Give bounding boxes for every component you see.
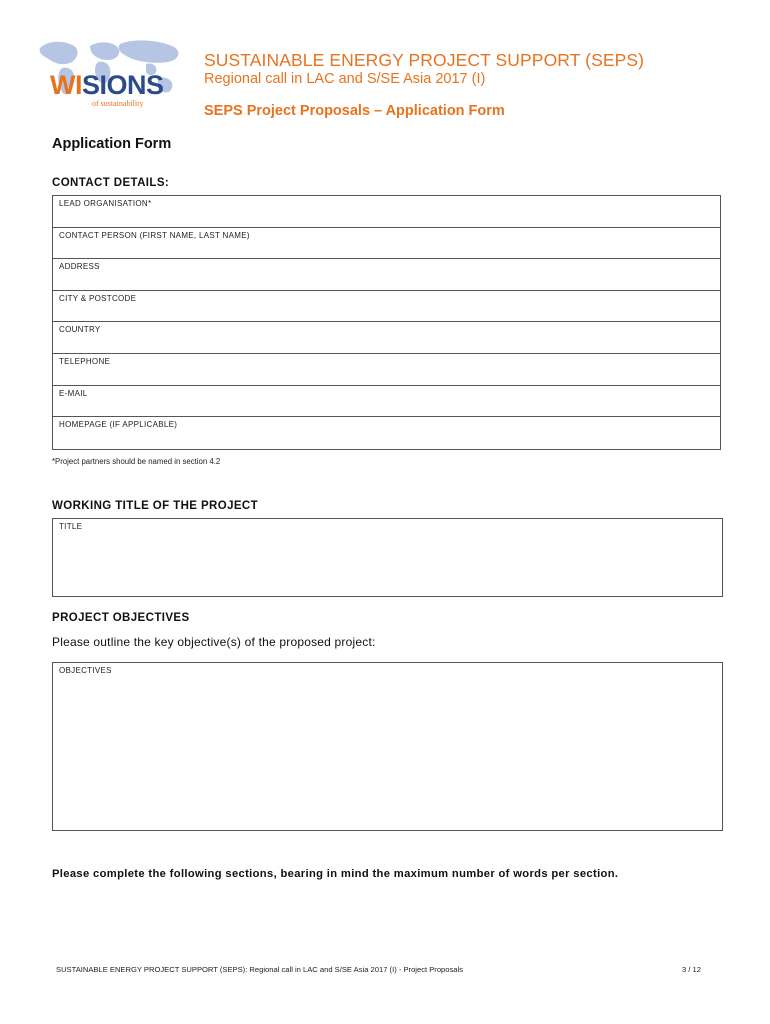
page-number: 3 / 12 [682,965,701,974]
field-label: LEAD ORGANISATION* [59,199,152,208]
wisions-logo [34,38,186,112]
contact-details-table [52,195,721,450]
field-label: TITLE [59,522,83,531]
world-map-icon [34,38,186,112]
field-label: ADDRESS [59,262,100,272]
logo-tagline: of sustainability [92,99,144,108]
header-subtitle: Regional call in LAC and S/SE Asia 2017 (I) [204,71,486,87]
lead-organisation-field[interactable] [53,196,720,228]
working-title-heading: WORKING TITLE OF THE PROJECT [52,500,259,512]
document-title: SEPS Project Proposals – Application Form [204,103,505,119]
header-title: SUSTAINABLE ENERGY PROJECT SUPPORT (SEPS) [204,50,645,70]
homepage-field[interactable] [53,417,720,449]
contact-person-field[interactable] [53,228,720,260]
country-field[interactable] [53,322,720,354]
objectives-instruction: Please outline the key objective(s) of the proposed project: [52,635,376,649]
field-label: CONTACT PERSON (FIRST NAME, LAST NAME) [59,230,250,240]
partners-note: *Project partners should be named in section 4.2 [52,457,221,466]
field-label: OBJECTIVES [59,666,112,675]
field-label: COUNTRY [59,325,101,335]
field-label: E-MAIL [59,388,88,398]
complete-sections-note: Please complete the following sections, bearing in mind the maximum number of words per section. [52,868,619,880]
address-field[interactable] [53,259,720,291]
contact-details-heading: CONTACT DETAILS: [52,177,170,189]
page-title: Application Form [52,136,172,152]
field-label: TELEPHONE [59,356,111,366]
city-postcode-field[interactable] [53,291,720,323]
project-objectives-heading: PROJECT OBJECTIVES [52,612,190,624]
project-title-field[interactable] [52,518,723,597]
field-label: HOMEPAGE (IF APPLICABLE) [59,420,178,430]
email-field[interactable] [53,386,720,418]
telephone-field[interactable] [53,354,720,386]
footer-text: SUSTAINABLE ENERGY PROJECT SUPPORT (SEPS): Regional call in LAC and S/SE Asia 2017 (I) - Project Proposals [56,965,463,974]
logo-wordmark: WISIONS [50,70,164,100]
objectives-field[interactable] [52,662,723,831]
field-label: CITY & POSTCODE [59,293,137,303]
